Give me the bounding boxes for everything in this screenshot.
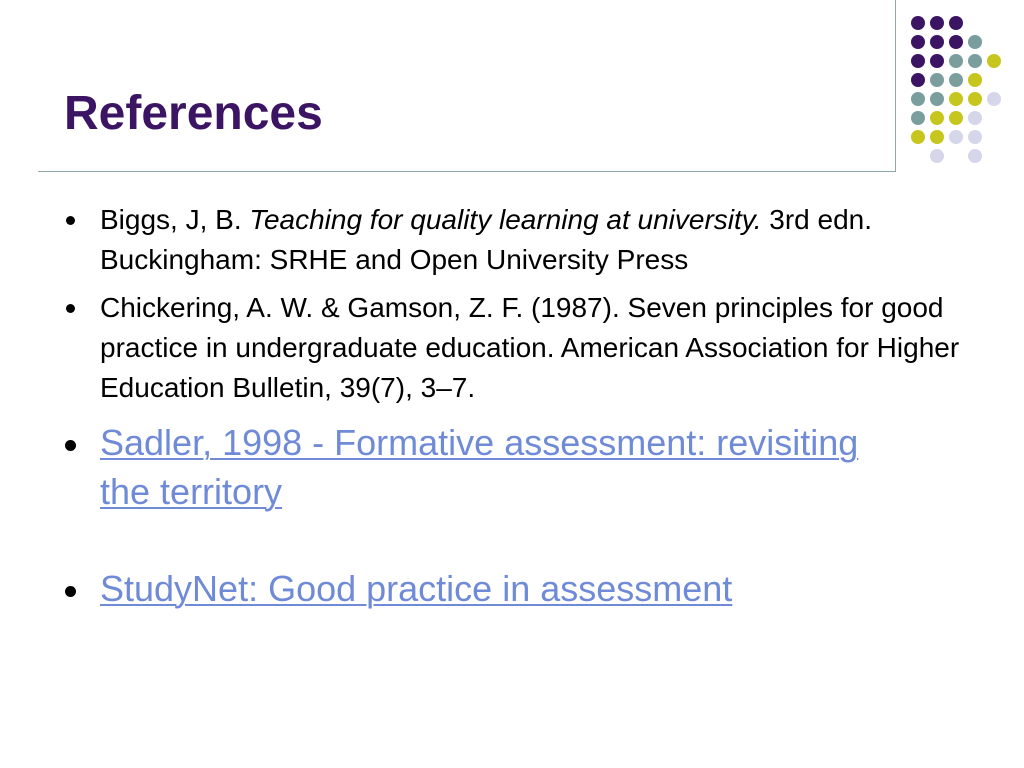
decorative-dot: [968, 130, 982, 144]
studynet-link[interactable]: StudyNet: Good practice in assessment: [100, 568, 733, 609]
decorative-dot: [911, 111, 925, 125]
link-item-sadler: [60, 418, 880, 516]
reference-book-title: Teaching for quality learning at university.: [249, 204, 762, 235]
sadler-link[interactable]: Sadler, 1998 - Formative assessment: revisiting the territory: [100, 422, 859, 512]
decorative-dot: [949, 54, 963, 68]
bullet-icon: [66, 304, 75, 313]
decorative-dot: [987, 92, 1001, 106]
decorative-dot: [949, 73, 963, 87]
decorative-dot: [968, 54, 982, 68]
link-item-studynet: [60, 564, 980, 613]
decorative-dot: [930, 92, 944, 106]
bullet-icon: [66, 216, 75, 225]
decorative-dot: [930, 111, 944, 125]
vertical-divider: [895, 0, 896, 172]
decorative-dot: [911, 16, 925, 30]
reference-item-biggs: [60, 200, 980, 280]
decorative-dot: [968, 73, 982, 87]
reference-list: [60, 200, 980, 613]
decorative-dot: [968, 149, 982, 163]
decorative-dot: [930, 16, 944, 30]
decorative-dot: [949, 130, 963, 144]
decorative-dot: [968, 111, 982, 125]
decorative-dot: [930, 130, 944, 144]
decorative-dot: [911, 92, 925, 106]
decorative-dot: [930, 149, 944, 163]
title-divider: [38, 171, 896, 172]
decorative-dot: [949, 111, 963, 125]
slide-title: References: [64, 87, 323, 140]
decorative-dot: [911, 35, 925, 49]
decorative-dot: [949, 35, 963, 49]
decorative-dot: [949, 92, 963, 106]
bullet-icon: [65, 586, 76, 597]
decorative-dot: [930, 54, 944, 68]
decorative-dot: [968, 35, 982, 49]
decorative-dot: [911, 73, 925, 87]
decorative-dot: [911, 130, 925, 144]
decorative-dot: [930, 73, 944, 87]
decorative-dot-grid: [0, 0, 1024, 172]
decorative-dot: [987, 54, 1001, 68]
reference-publisher: 3rd edn. Buckingham: SRHE and Open University Press: [100, 204, 873, 275]
reference-author: Biggs, J, B.: [100, 204, 250, 235]
bullet-icon: [65, 440, 76, 451]
decorative-dot: [949, 16, 963, 30]
reference-item-chickering: [60, 288, 980, 408]
reference-text: Chickering, A. W. & Gamson, Z. F. (1987). Seven principles for good practice in undergraduate education. American Association for Higher Education Bulletin, 39(7), 3–7.: [100, 292, 960, 403]
decorative-dot: [911, 54, 925, 68]
decorative-dot: [968, 92, 982, 106]
decorative-dot: [930, 35, 944, 49]
